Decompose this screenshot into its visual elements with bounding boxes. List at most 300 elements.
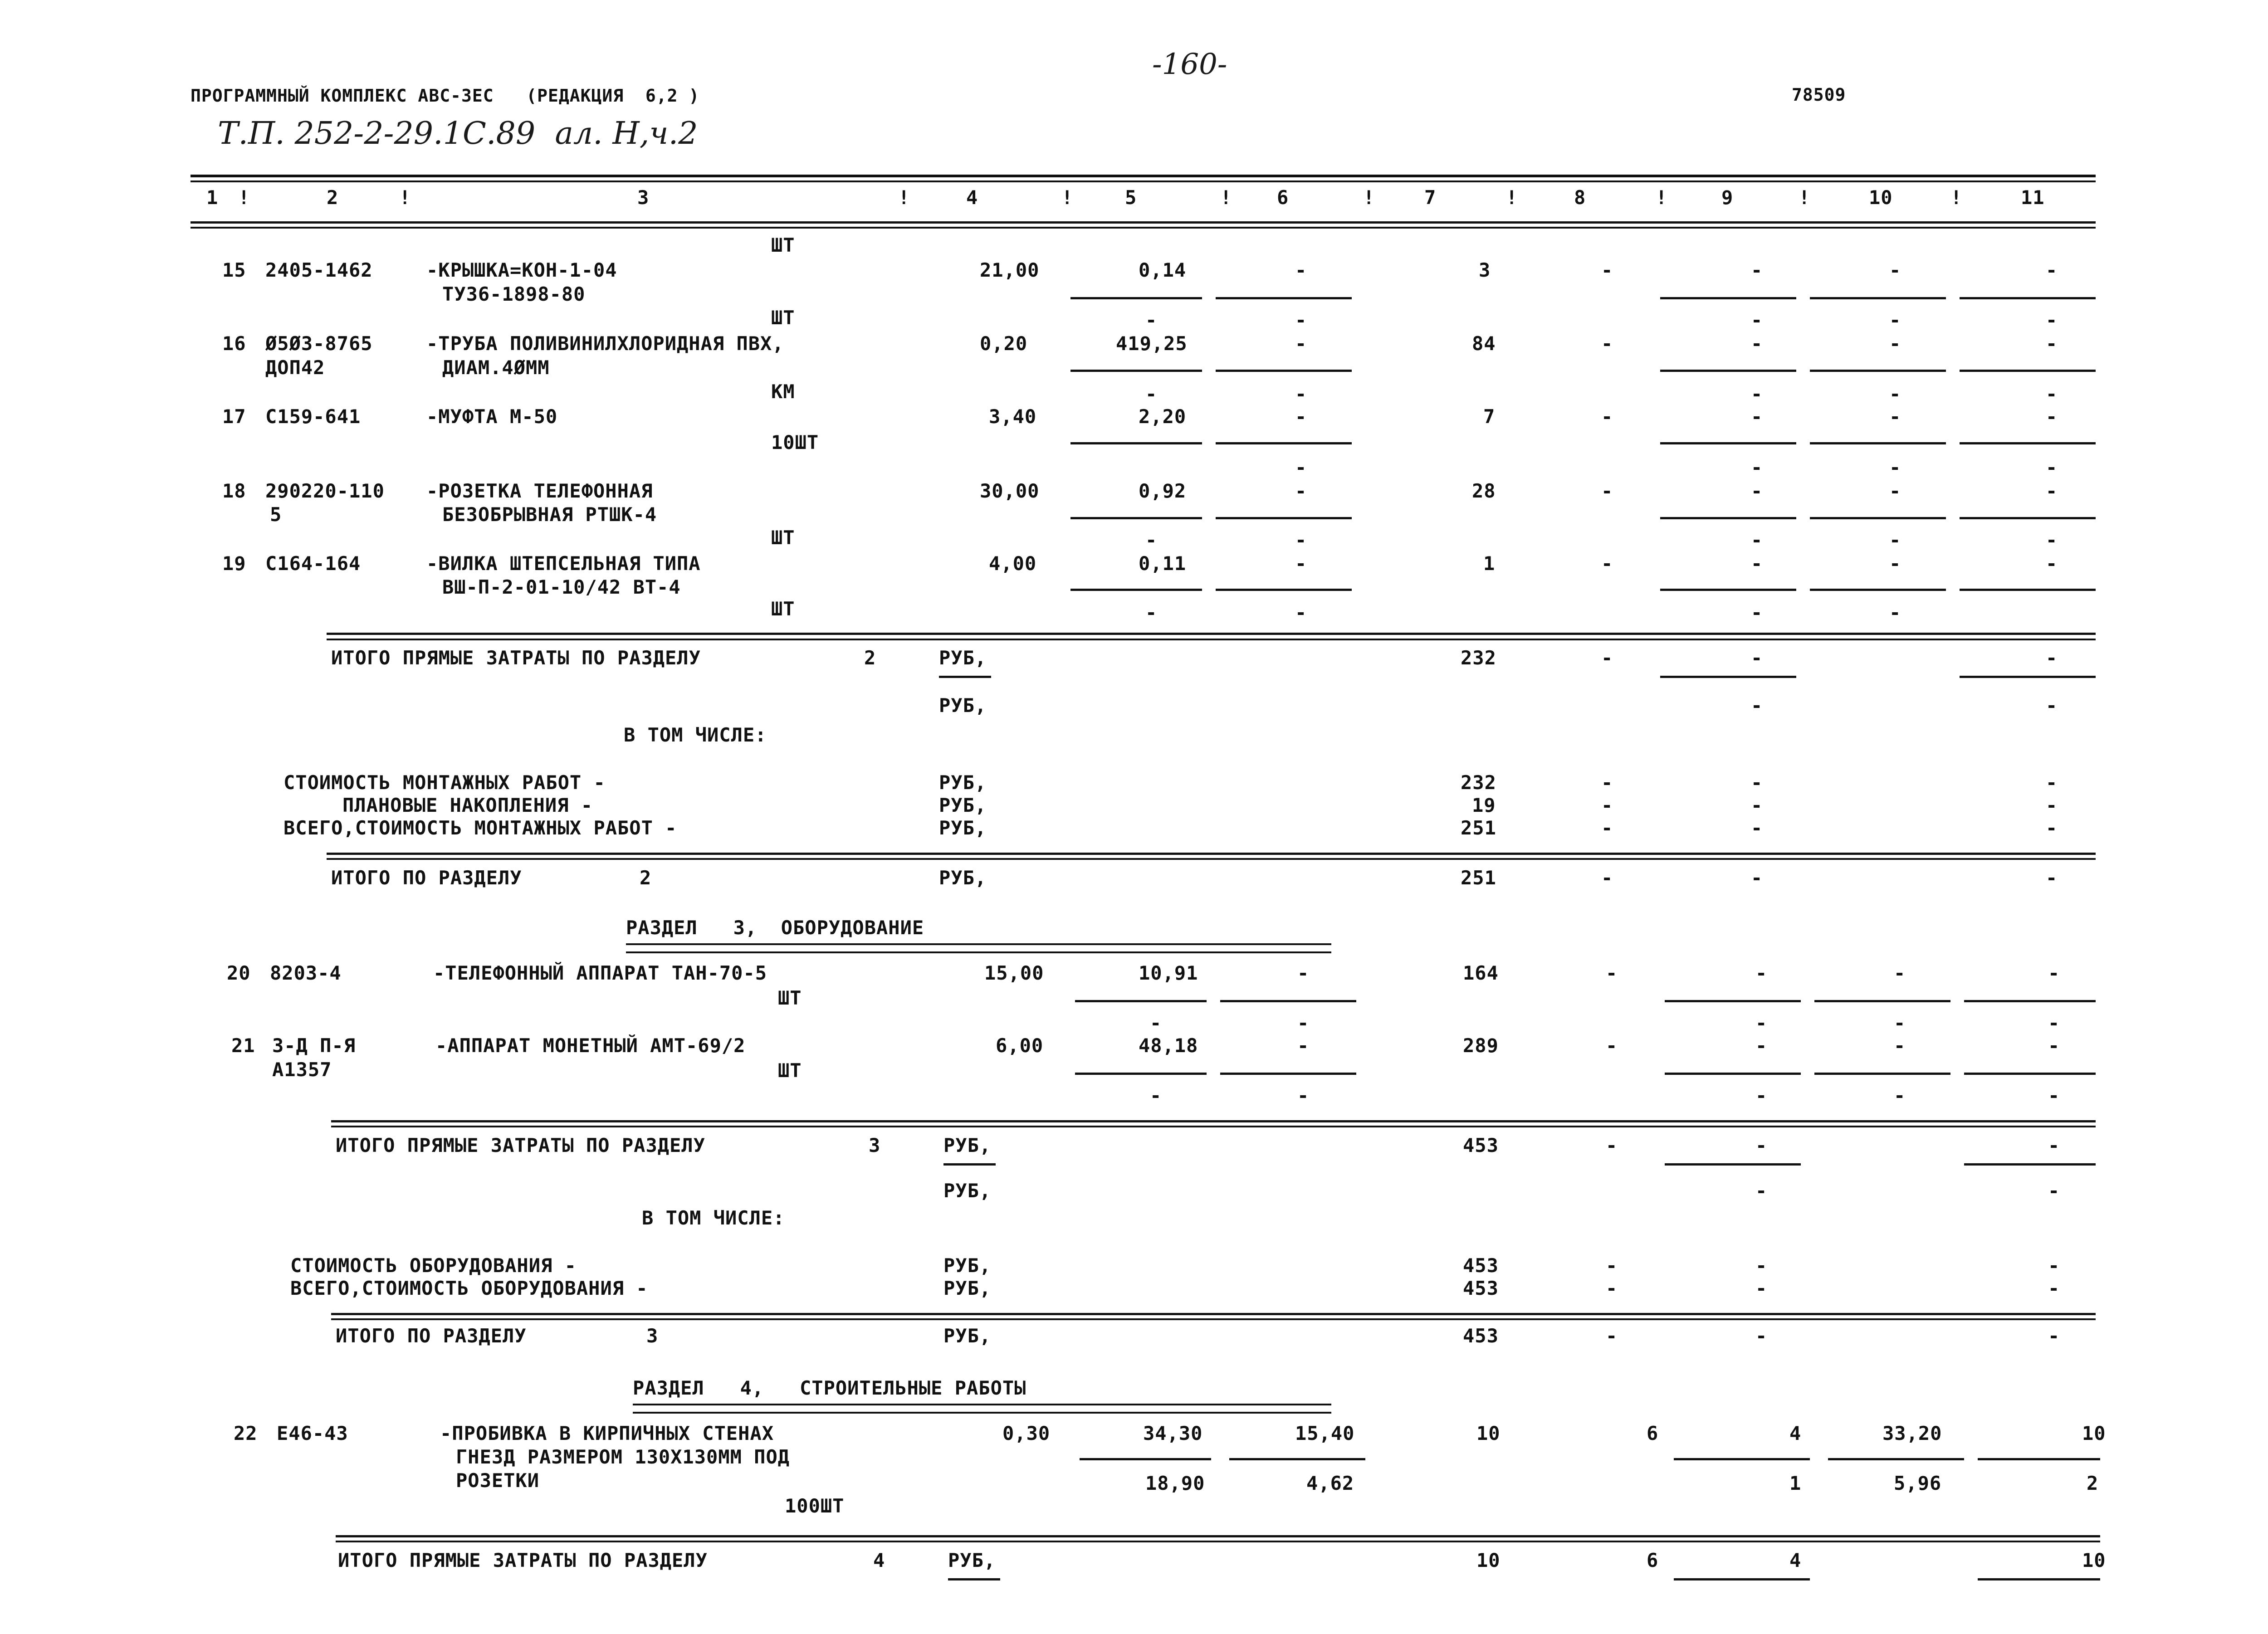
dash-mark: - xyxy=(1751,529,1763,551)
row-unit: КМ xyxy=(771,380,795,403)
page-number: -160- xyxy=(1152,48,1227,81)
col-sep: ! xyxy=(1506,186,1518,209)
rule xyxy=(327,858,2096,860)
row-code: 3-Д П-Я xyxy=(272,1034,356,1057)
row-name-2: ТУ36-1898-80 xyxy=(442,283,586,305)
row-c6: - xyxy=(1297,1034,1310,1057)
dash-mark: - xyxy=(1751,309,1763,331)
dash-mark: - xyxy=(1601,867,1613,889)
rule xyxy=(1080,1458,1211,1460)
header-top-rule-2 xyxy=(191,180,2096,182)
rule xyxy=(1070,517,1202,519)
rule xyxy=(1665,1000,1801,1002)
rule xyxy=(1070,370,1202,372)
rule xyxy=(1674,1458,1810,1460)
col-header-6: 6 xyxy=(1277,186,1289,209)
row-c7: 10 xyxy=(1476,1422,1501,1444)
row-c8: 6 xyxy=(1647,1422,1659,1444)
row-qty: 21,00 xyxy=(980,259,1040,281)
rule xyxy=(1229,1458,1365,1460)
dash-mark: - xyxy=(1295,601,1307,624)
row-code: 2405-1462 xyxy=(265,259,373,281)
rule xyxy=(1960,297,2096,299)
row-c8: - xyxy=(1601,332,1613,355)
row-num: 16 xyxy=(222,332,246,355)
row-name-2: ДИАМ.4ØММ xyxy=(442,356,550,379)
row-unit: 10ШТ xyxy=(771,431,819,454)
dash-mark: - xyxy=(1150,1084,1162,1107)
total-c8: 6 xyxy=(1647,1549,1659,1571)
dash-mark: - xyxy=(2046,867,2058,889)
row-c10: - xyxy=(1889,259,1901,281)
col-header-2: 2 xyxy=(327,186,339,209)
unit-label: ШТ xyxy=(771,234,795,256)
row-c5: 419,25 xyxy=(1116,332,1188,355)
rule xyxy=(1810,517,1946,519)
row-unit: ШТ xyxy=(771,527,795,549)
dash-mark: - xyxy=(2046,771,2058,794)
row-c7: 1 xyxy=(1483,552,1496,575)
dash-mark: - xyxy=(1894,1084,1906,1107)
row-name: -ВИЛКА ШТЕПСЕЛЬНАЯ ТИПА xyxy=(426,552,701,575)
dash-mark: - xyxy=(1751,794,1763,816)
row-num: 17 xyxy=(222,405,246,428)
rule xyxy=(1070,297,1202,299)
dash-mark: - xyxy=(2048,1084,2060,1107)
planned-label: ПЛАНОВЫЕ НАКОПЛЕНИЯ - xyxy=(342,794,593,816)
row-c5: 10,91 xyxy=(1139,962,1198,984)
section-number: 3 xyxy=(869,1134,881,1156)
rule xyxy=(1960,589,2096,591)
dash-mark: - xyxy=(1606,1134,1618,1156)
dash-mark: - xyxy=(1601,771,1613,794)
rub-label: РУБ, xyxy=(943,1180,992,1202)
col-header-5: 5 xyxy=(1125,186,1137,209)
rule xyxy=(1665,1163,1801,1166)
rule xyxy=(1964,1163,2096,1166)
row-c8: - xyxy=(1601,552,1613,575)
row-num: 18 xyxy=(222,480,246,502)
row-c7: 289 xyxy=(1463,1034,1499,1057)
section-title: РАЗДЕЛ 3, ОБОРУДОВАНИЕ xyxy=(626,917,924,939)
row-c8: - xyxy=(1606,962,1618,984)
equip-total-label: ВСЕГО,СТОИМОСТЬ ОБОРУДОВАНИЯ - xyxy=(290,1277,648,1299)
handwritten-reference: Т.П. 252-2-29.1С.89 ал. Н,ч.2 xyxy=(218,116,698,151)
dash-mark: - xyxy=(2046,456,2058,478)
row-c5: 34,30 xyxy=(1143,1422,1203,1444)
dash-mark: - xyxy=(2046,309,2058,331)
col-sep: ! xyxy=(399,186,411,209)
equip-cost-value: 453 xyxy=(1463,1254,1499,1277)
rule xyxy=(1810,589,1946,591)
section-rule-2 xyxy=(327,639,2096,640)
rule xyxy=(1978,1578,2100,1580)
row-name: -РОЗЕТКА ТЕЛЕФОННАЯ xyxy=(426,480,653,502)
dash-mark: - xyxy=(2048,1254,2060,1277)
dash-mark: - xyxy=(1894,1012,1906,1034)
dash-mark: - xyxy=(2046,817,2058,839)
rule xyxy=(948,1578,1000,1580)
dash-mark: - xyxy=(2048,1180,2060,1202)
row-c10: - xyxy=(1889,405,1901,428)
row-c7: 164 xyxy=(1463,962,1499,984)
row-qty: 15,00 xyxy=(984,962,1044,984)
doc-code: 78509 xyxy=(1792,85,1846,105)
row-c8: - xyxy=(1601,405,1613,428)
row-name: -ТРУБА ПОЛИВИНИЛХЛОРИДНАЯ ПВХ, xyxy=(426,332,784,355)
col-header-10: 10 xyxy=(1869,186,1893,209)
row-c10: - xyxy=(1889,332,1901,355)
dash-mark: - xyxy=(1889,309,1901,331)
row-c6: - xyxy=(1295,332,1307,355)
equip-cost-label: СТОИМОСТЬ ОБОРУДОВАНИЯ - xyxy=(290,1254,577,1277)
dash-mark: - xyxy=(1601,817,1613,839)
row-c6: - xyxy=(1295,552,1307,575)
rule xyxy=(1960,517,2096,519)
dash-mark: - xyxy=(1889,529,1901,551)
row-c5: 0,92 xyxy=(1139,480,1187,502)
rule xyxy=(1075,1073,1207,1075)
rule xyxy=(1070,589,1202,591)
col-header-9: 9 xyxy=(1721,186,1734,209)
dash-mark: - xyxy=(2046,647,2058,669)
row-qty: 3,40 xyxy=(989,405,1037,428)
col-header-8: 8 xyxy=(1574,186,1586,209)
row-num: 20 xyxy=(227,962,251,984)
dash-mark: - xyxy=(1755,1180,1768,1202)
mount-total-value: 251 xyxy=(1461,817,1496,839)
rule xyxy=(633,1404,1331,1414)
row-code: 290220-110 xyxy=(265,480,385,502)
rule xyxy=(1216,517,1352,519)
row-c5: 0,11 xyxy=(1139,552,1187,575)
row-c8: - xyxy=(1606,1034,1618,1057)
rub-label: РУБ, xyxy=(939,694,987,717)
rule xyxy=(1810,297,1946,299)
total-direct-value: 232 xyxy=(1461,647,1496,669)
rule xyxy=(1216,370,1352,372)
rule xyxy=(1660,676,1796,678)
rule xyxy=(1810,442,1946,444)
row-c11: - xyxy=(2046,332,2058,355)
dash-mark: - xyxy=(1295,383,1307,405)
row-code-2: А1357 xyxy=(272,1058,332,1081)
col-sep: ! xyxy=(1950,186,1963,209)
row-c7: 28 xyxy=(1472,480,1496,502)
row-c9: - xyxy=(1751,405,1763,428)
row-name: -ПРОБИВКА В КИРПИЧНЫХ СТЕНАХ xyxy=(440,1422,774,1444)
dash-mark: - xyxy=(1145,529,1158,551)
row-c10: - xyxy=(1889,552,1901,575)
dash-mark: - xyxy=(1751,383,1763,405)
row-qty: 0,20 xyxy=(980,332,1028,355)
dash-mark: - xyxy=(2046,529,2058,551)
row-c10: 33,20 xyxy=(1882,1422,1942,1444)
row-c11: - xyxy=(2046,259,2058,281)
row-unit: ШТ xyxy=(771,307,795,329)
rule xyxy=(939,676,991,678)
row-name-3: РОЗЕТКИ xyxy=(456,1469,540,1492)
rule xyxy=(336,1535,2100,1537)
rule xyxy=(1070,442,1202,444)
row-c6: - xyxy=(1295,259,1307,281)
col-header-3: 3 xyxy=(637,186,650,209)
row-code-2: 5 xyxy=(270,503,282,526)
dash-mark: - xyxy=(1755,1012,1768,1034)
row-c7: 84 xyxy=(1472,332,1496,355)
row-num: 19 xyxy=(222,552,246,575)
dash-mark: - xyxy=(1145,309,1158,331)
dash-mark: - xyxy=(1601,794,1613,816)
col-header-1: 1 xyxy=(206,186,219,209)
col-header-7: 7 xyxy=(1424,186,1437,209)
dash-mark: - xyxy=(1755,1325,1768,1347)
total-c11: 10 xyxy=(2082,1549,2106,1571)
row-c6b: 4,62 xyxy=(1306,1472,1354,1494)
row-c11: - xyxy=(2046,480,2058,502)
row-c7: 7 xyxy=(1483,405,1496,428)
total-c9: 4 xyxy=(1789,1549,1802,1571)
row-code: 8203-4 xyxy=(270,962,342,984)
rule xyxy=(626,943,1331,953)
row-c9: - xyxy=(1755,962,1768,984)
dash-mark: - xyxy=(1606,1277,1618,1299)
rub-label: РУБ, xyxy=(943,1254,992,1277)
header-top-rule xyxy=(191,175,2096,177)
section-total-label: ИТОГО ПО РАЗДЕЛУ xyxy=(336,1325,527,1347)
row-c5: 0,14 xyxy=(1139,259,1187,281)
col-sep: ! xyxy=(238,186,250,209)
dash-mark: - xyxy=(1751,694,1763,717)
row-qty: 0,30 xyxy=(1002,1422,1051,1444)
dash-mark: - xyxy=(2046,383,2058,405)
dash-mark: - xyxy=(1150,1012,1162,1034)
row-c10: - xyxy=(1889,480,1901,502)
rub-label: РУБ, xyxy=(943,1277,992,1299)
row-c6: - xyxy=(1295,405,1307,428)
dash-mark: - xyxy=(2046,694,2058,717)
row-c8: - xyxy=(1601,480,1613,502)
section-number: 3 xyxy=(646,1325,659,1347)
row-code: Ø5Ø3-8765 xyxy=(265,332,373,355)
mount-total-label: ВСЕГО,СТОИМОСТЬ МОНТАЖНЫХ РАБОТ - xyxy=(284,817,677,839)
row-qty: 30,00 xyxy=(980,480,1040,502)
dash-mark: - xyxy=(1751,601,1763,624)
row-unit: ШТ xyxy=(771,598,795,620)
row-unit: ШТ xyxy=(778,987,802,1009)
header-bottom-rule xyxy=(191,221,2096,224)
row-c6: - xyxy=(1297,962,1310,984)
rule xyxy=(336,1541,2100,1542)
rule xyxy=(1220,1073,1356,1075)
section-number: 4 xyxy=(873,1549,885,1571)
rule xyxy=(1960,370,2096,372)
rule xyxy=(1814,1073,1950,1075)
rub-label: РУБ, xyxy=(948,1549,996,1571)
row-c9: - xyxy=(1755,1034,1768,1057)
col-sep: ! xyxy=(1799,186,1811,209)
total-direct-value: 453 xyxy=(1463,1134,1499,1156)
section-rule xyxy=(327,633,2096,635)
row-c7: 3 xyxy=(1479,259,1491,281)
rub-label: РУБ, xyxy=(943,1325,992,1347)
rule xyxy=(943,1163,996,1166)
dash-mark: - xyxy=(1606,1254,1618,1277)
dash-mark: - xyxy=(1755,1084,1768,1107)
rule xyxy=(1216,442,1352,444)
header-bottom-rule-2 xyxy=(191,227,2096,229)
rub-label: РУБ, xyxy=(943,1134,992,1156)
including-label: В ТОМ ЧИСЛЕ: xyxy=(624,724,767,746)
rule xyxy=(1220,1000,1356,1002)
rule xyxy=(331,1313,2096,1315)
row-name: -АППАРАТ МОНЕТНЫЙ АМТ-69/2 xyxy=(435,1034,746,1057)
rub-label: РУБ, xyxy=(939,794,987,816)
rule xyxy=(1075,1000,1207,1002)
rule xyxy=(1960,676,2096,678)
row-c11: - xyxy=(2046,552,2058,575)
dash-mark: - xyxy=(1889,456,1901,478)
section-total-label: ИТОГО ПО РАЗДЕЛУ xyxy=(331,867,522,889)
row-c10: - xyxy=(1894,962,1906,984)
row-num: 21 xyxy=(231,1034,255,1057)
row-c9: - xyxy=(1751,259,1763,281)
row-c9: - xyxy=(1751,552,1763,575)
col-sep: ! xyxy=(1220,186,1232,209)
dash-mark: - xyxy=(1297,1012,1310,1034)
row-unit: ШТ xyxy=(778,1059,802,1082)
rule xyxy=(327,853,2096,855)
row-num: 15 xyxy=(222,259,246,281)
row-qty: 6,00 xyxy=(996,1034,1044,1057)
row-c9: - xyxy=(1751,480,1763,502)
dash-mark: - xyxy=(1145,601,1158,624)
row-code-2: ДОП42 xyxy=(265,356,325,379)
program-title: ПРОГРАММНЫЙ КОМПЛЕКС АВС-3ЕС (РЕДАКЦИЯ 6,2 ) xyxy=(191,86,700,106)
dash-mark: - xyxy=(2048,1325,2060,1347)
dash-mark: - xyxy=(2048,1012,2060,1034)
row-name: -КРЫШКА=КОН-1-04 xyxy=(426,259,617,281)
col-sep: ! xyxy=(898,186,910,209)
dash-mark: - xyxy=(1751,771,1763,794)
total-c7: 10 xyxy=(1476,1549,1501,1571)
row-c9: 4 xyxy=(1789,1422,1802,1444)
dash-mark: - xyxy=(1601,647,1613,669)
col-sep: ! xyxy=(1656,186,1668,209)
dash-mark: - xyxy=(1755,1277,1768,1299)
row-unit: 100ШТ xyxy=(785,1495,845,1517)
col-header-11: 11 xyxy=(2021,186,2045,209)
row-c9b: 1 xyxy=(1789,1472,1802,1494)
rule xyxy=(1216,589,1352,591)
row-c5: 48,18 xyxy=(1139,1034,1198,1057)
dash-mark: - xyxy=(1606,1325,1618,1347)
mount-cost-value: 232 xyxy=(1461,771,1496,794)
dash-mark: - xyxy=(1295,309,1307,331)
dash-mark: - xyxy=(1295,456,1307,478)
rub-label: РУБ, xyxy=(939,647,987,669)
dash-mark: - xyxy=(2048,1134,2060,1156)
rule xyxy=(331,1120,2096,1122)
section-title: РАЗДЕЛ 4, СТРОИТЕЛЬНЫЕ РАБОТЫ xyxy=(633,1377,1026,1399)
row-name-2: БЕЗОБРЫВНАЯ РТШК-4 xyxy=(442,503,657,526)
rule xyxy=(1978,1458,2100,1460)
col-sep: ! xyxy=(1363,186,1375,209)
dash-mark: - xyxy=(1755,1134,1768,1156)
equip-total-value: 453 xyxy=(1463,1277,1499,1299)
rule xyxy=(1216,297,1352,299)
row-c11: 10 xyxy=(2082,1422,2106,1444)
row-code: С159-641 xyxy=(265,405,361,428)
col-header-4: 4 xyxy=(966,186,978,209)
dash-mark: - xyxy=(1889,601,1901,624)
row-name: -МУФТА М-50 xyxy=(426,405,558,428)
mount-cost-label: СТОИМОСТЬ МОНТАЖНЫХ РАБОТ - xyxy=(284,771,606,794)
rule xyxy=(1660,297,1796,299)
dash-mark: - xyxy=(1755,1254,1768,1277)
rule xyxy=(1665,1073,1801,1075)
section-total-value: 453 xyxy=(1463,1325,1499,1347)
row-c5b: 18,90 xyxy=(1145,1472,1205,1494)
dash-mark: - xyxy=(1751,647,1763,669)
dash-mark: - xyxy=(1751,456,1763,478)
row-name-2: ГНЕЗД РАЗМЕРОМ 130Х130ММ ПОД xyxy=(456,1446,790,1468)
row-c5: 2,20 xyxy=(1139,405,1187,428)
rule xyxy=(1964,1073,2096,1075)
row-name-2: ВШ-П-2-01-10/42 ВТ-4 xyxy=(442,576,681,598)
total-direct-label: ИТОГО ПРЯМЫЕ ЗАТРАТЫ ПО РАЗДЕЛУ xyxy=(336,1134,705,1156)
row-c10b: 5,96 xyxy=(1894,1472,1942,1494)
section-number: 2 xyxy=(640,867,652,889)
row-c11b: 2 xyxy=(2087,1472,2099,1494)
row-c8: - xyxy=(1601,259,1613,281)
row-c11: - xyxy=(2046,405,2058,428)
total-direct-label: ИТОГО ПРЯМЫЕ ЗАТРАТЫ ПО РАЗДЕЛУ xyxy=(331,647,701,669)
rule xyxy=(1810,370,1946,372)
rub-label: РУБ, xyxy=(939,817,987,839)
rule xyxy=(1964,1000,2096,1002)
rule xyxy=(1814,1000,1950,1002)
row-c6: 15,40 xyxy=(1295,1422,1355,1444)
rule xyxy=(1660,589,1796,591)
total-direct-label: ИТОГО ПРЯМЫЕ ЗАТРАТЫ ПО РАЗДЕЛУ xyxy=(338,1549,708,1571)
dash-mark: - xyxy=(1145,383,1158,405)
rule xyxy=(331,1318,2096,1320)
row-code: Е46-43 xyxy=(277,1422,348,1444)
row-c11: - xyxy=(2048,962,2060,984)
row-qty: 4,00 xyxy=(989,552,1037,575)
including-label: В ТОМ ЧИСЛЕ: xyxy=(642,1207,785,1229)
row-num: 22 xyxy=(234,1422,258,1444)
rule xyxy=(1660,517,1796,519)
row-name: -ТЕЛЕФОННЫЙ АППАРАТ ТАН-70-5 xyxy=(433,962,767,984)
row-c9: - xyxy=(1751,332,1763,355)
section-total-value: 251 xyxy=(1461,867,1496,889)
dash-mark: - xyxy=(1751,867,1763,889)
planned-value: 19 xyxy=(1472,794,1496,816)
dash-mark: - xyxy=(1889,383,1901,405)
row-code: С164-164 xyxy=(265,552,361,575)
dash-mark: - xyxy=(1751,817,1763,839)
rule xyxy=(1660,370,1796,372)
rub-label: РУБ, xyxy=(939,867,987,889)
section-number: 2 xyxy=(864,647,876,669)
rule xyxy=(1960,442,2096,444)
dash-mark: - xyxy=(1295,529,1307,551)
rule xyxy=(1674,1578,1810,1580)
row-c11: - xyxy=(2048,1034,2060,1057)
rule xyxy=(331,1126,2096,1127)
